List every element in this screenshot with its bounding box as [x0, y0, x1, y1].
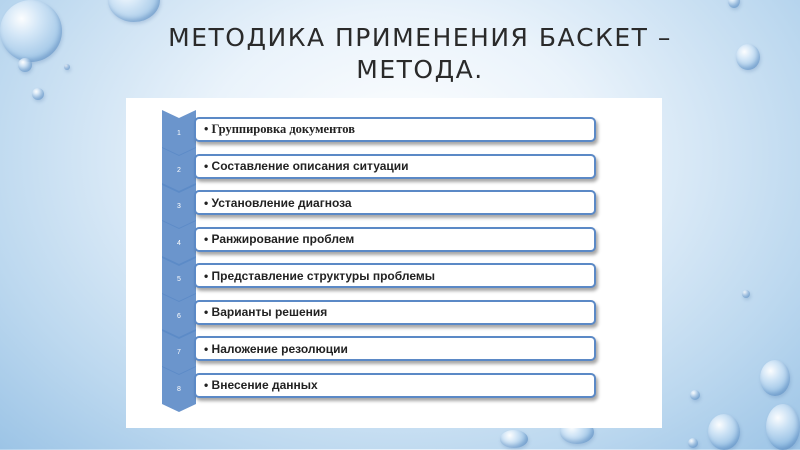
slide-title	[120, 22, 720, 86]
step-label: • Установление диагноза	[204, 195, 352, 210]
water-drop	[742, 290, 750, 298]
water-drop	[708, 414, 740, 450]
step-number: 2	[177, 166, 181, 174]
step-label: • Группировка документов	[204, 122, 355, 136]
step-box	[194, 373, 596, 398]
water-drop	[0, 0, 62, 62]
step-number: 8	[177, 385, 181, 393]
title-line-2: МЕТОДА.	[356, 55, 484, 84]
step-number: 7	[177, 349, 181, 356]
water-drop	[760, 360, 790, 396]
step-label: • Наложение резолюции	[204, 341, 348, 356]
step-box	[194, 190, 596, 215]
water-drop	[32, 88, 44, 100]
step-label: • Ранжирование проблем	[204, 232, 355, 246]
step-label: • Внесение данных	[204, 378, 318, 392]
step-box	[194, 263, 596, 288]
water-drop	[688, 438, 698, 448]
water-drop	[64, 64, 70, 70]
step-box	[194, 154, 596, 179]
step-box	[194, 117, 596, 142]
water-drop	[500, 430, 528, 448]
water-drop	[690, 390, 700, 400]
step-label: • Представление структуры проблемы	[204, 268, 435, 283]
step-chevron	[162, 366, 196, 412]
step-number: 6	[177, 312, 181, 320]
process-diagram	[126, 98, 662, 428]
step-number: 1	[177, 130, 181, 137]
step-label: • Составление описания ситуации	[204, 159, 409, 173]
step-box	[194, 300, 596, 325]
step-label: • Варианты решения	[204, 305, 328, 319]
step-number: 4	[177, 239, 181, 247]
step-number: 5	[177, 276, 181, 283]
step-number: 3	[177, 203, 181, 210]
step-box	[194, 336, 596, 361]
water-drop	[766, 404, 800, 450]
water-drop	[18, 58, 32, 72]
water-drop	[736, 44, 760, 70]
step-box	[194, 227, 596, 252]
water-drop	[108, 0, 160, 22]
water-drop	[728, 0, 740, 8]
title-line-1: МЕТОДИКА ПРИМЕНЕНИЯ БАСКЕТ –	[168, 23, 672, 52]
